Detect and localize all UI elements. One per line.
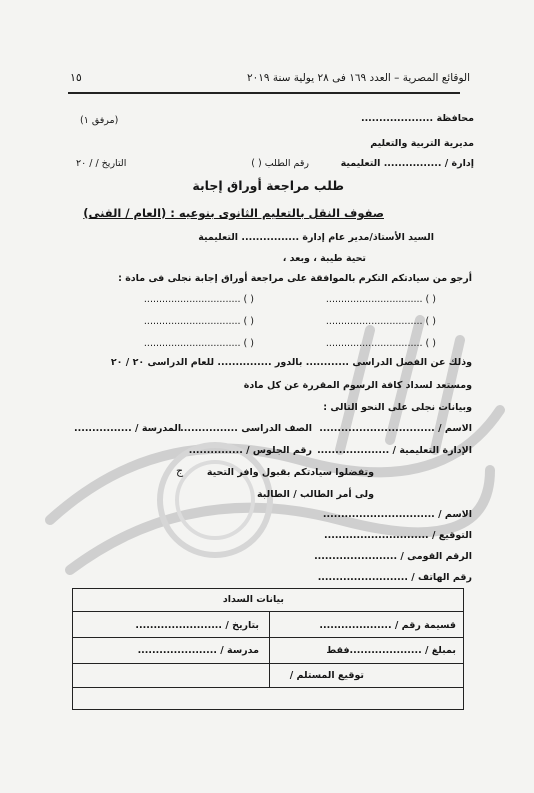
seat-number-field: رقم الجلوس / ............... xyxy=(188,445,312,456)
receiver-signature-field: توقيع المستلم / xyxy=(289,670,364,681)
subject-slot-2: ( ) ................................ xyxy=(143,294,254,305)
directorate-label: مديرية التربية والتعليم xyxy=(370,138,474,149)
payment-header: بيانات السداد xyxy=(222,594,284,605)
closing-mark: ج xyxy=(176,464,184,477)
fees-line: ومستعد لسداد كافة الرسوم المقررة عن كل مادة xyxy=(243,380,472,391)
form-title: طلب مراجعة أوراق إجابة xyxy=(192,178,344,193)
subject-slot-3: ( ) ................................ xyxy=(325,316,436,327)
school-field: المدرسة / ................ xyxy=(74,423,182,434)
student-data-line: وبيانات نجلى على النحو التالى : xyxy=(323,402,472,413)
grade-field: الصف الدراسى ................ xyxy=(180,423,312,434)
receipt-number-field: قسيمة رقم / .................... xyxy=(319,620,456,631)
request-number-field: رقم الطلب ( ) xyxy=(251,158,309,169)
addressee-line: السيد الأستاذ/مدير عام إدارة ................ التعليمية xyxy=(198,232,434,243)
attachment-label: (مرفق ١) xyxy=(80,115,119,126)
subject-slot-1: ( ) ................................ xyxy=(325,294,436,305)
receipt-date-field: بتاريخ / ........................ xyxy=(135,620,259,631)
term-line: وذلك عن الفصل الدراسى ............ بالدور ............... للعام الدراسى ٢٠ / ٢٠ xyxy=(110,357,472,368)
closing-line: وتفضلوا سيادتكم بقبول وافر التحية xyxy=(206,467,374,478)
phone-field: رقم الهاتف / ......................... xyxy=(317,572,472,583)
header-rule xyxy=(68,92,460,94)
national-id-field: الرقم القومى / ....................... xyxy=(314,551,472,562)
request-text: أرجو من سيادتكم التكرم بالموافقة على مراجعة أوراق إجابة نجلى فى مادة : xyxy=(118,273,472,284)
form-subtitle: صفوف النقل بالتعليم الثانوى بنوعيه : (العام / الفنى) xyxy=(83,206,384,220)
edu-admin-field: الإدارة التعليمية / .................... xyxy=(317,445,472,456)
greeting-line: تحية طيبة ، وبعد ، xyxy=(282,253,366,264)
guardian-title: ولى أمر الطالب / الطالبة xyxy=(257,489,374,500)
page-number: ١٥ xyxy=(70,71,82,84)
amount-field: بمبلغ / ....................فقط xyxy=(326,645,456,656)
gazette-header: الوقائع المصرية – العدد ١٦٩ فى ٢٨ يولية سنة ٢٠١٩ xyxy=(246,72,470,84)
date-field: التاريخ / / ٢٠ xyxy=(76,158,127,169)
subject-slot-6: ( ) ................................ xyxy=(143,338,254,349)
admin-field: إدارة / ................ التعليمية xyxy=(340,158,474,169)
guardian-name-field: الاسم / ............................... xyxy=(322,509,472,520)
governorate-field: محافظة .................... xyxy=(360,113,474,124)
payment-school-field: مدرسة / ...................... xyxy=(137,645,259,656)
guardian-signature-field: التوقيع / ............................. xyxy=(324,530,472,541)
student-name-field: الاسم / ................................ xyxy=(319,423,472,434)
subject-slot-4: ( ) ................................ xyxy=(143,316,254,327)
subject-slot-5: ( ) ................................ xyxy=(325,338,436,349)
